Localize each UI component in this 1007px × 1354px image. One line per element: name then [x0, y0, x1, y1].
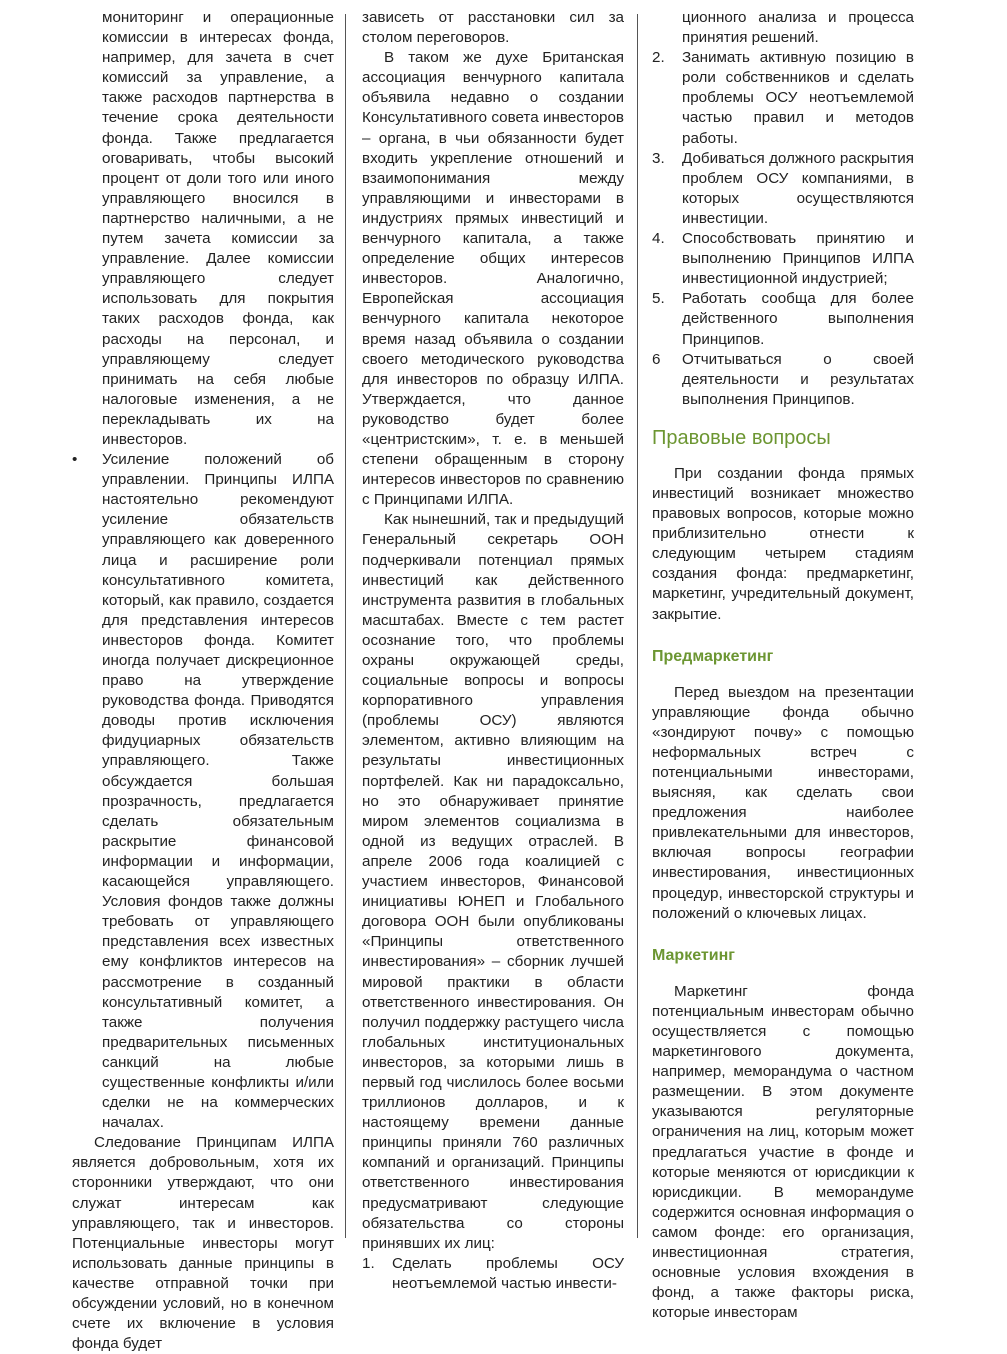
list-number: 4. [652, 230, 665, 248]
bullet-item-governance: • Усиление положений об управлении. Принципы ИЛПА настоятельно рекомендуют усиление обязательств управляющего как доверенного лица и расширение роли консультативного комитета, который, как правило, создается для представления интересов инвесторов фонда. Комитет иногда получает дискреционное право на утверждение руководства фонда. Приводятся доводы против исключения фидуциарных обязательств управляющего. Также обсуждается большая прозрачность, предлагается сделать обязательным раскрытие финансовой информации и информации, касающейся управляющего. Условия фондов также должны требовать от управляющего представления всех известных ему конфликтов интересов на рассмотрение в созданный консультативный комитет, а также получения предварительных письменных санкций на любые существенные конфликты и/или сделки не на коммерческих началах. [72, 450, 334, 1133]
list-number: 5. [652, 290, 665, 308]
list-number: 1. [362, 1254, 375, 1272]
principle-item-1-continuation: ционного анализа и процесса принятия решений. [682, 9, 914, 47]
list-text: Сделать проблемы ОСУ неотъемлемой частью инвести- [392, 1254, 624, 1292]
principles-list-continued [652, 48, 914, 410]
paragraph-un: Как нынешний, так и предыдущий Генеральный секретарь ООН подчеркивали потенциал прямых инвестиций как действенного инструмента развития в глобальных масштабах. Вместе с тем растет осознание того, что проблемы охраны окружающей среды, социальные вопросы и вопросы корпоративного управления (проблемы ОСУ) являются элементом, активно влияющим на результаты инвестиционных портфелей. Как ни парадоксально, но это обнаруживает принятие миром элементов социализма в одной из ведущих отраслей. В апреле 2006 года коалицией с участием инвесторов, Финансовой инициативы ЮНЕП и Глобального договора ООН были опубликованы «Принципы ответственного инвестирования» – сборник лучшей мировой практики в области ответственного инвестирования. Он получил поддержку растущего числа глобальных институциональных инвесторов, за которыми лишь в первый год числилось более восьми триллионов долларов, и к настоящему времени данные принципы приняли 760 различных компаний и организаций. Принципы ответственного инвестирования предусматривают следующие обязательства со стороны принявших их лиц: [362, 511, 624, 1252]
section-heading-legal: Правовые вопросы [652, 426, 831, 449]
list-text: Занимать активную позицию в роли собственников и сделать проблемы ОСУ неотъемлемой частью правил и методов работы. [682, 49, 914, 147]
list-number: 6 [652, 350, 661, 368]
principle-item-3 [652, 149, 914, 229]
paragraph-bvca: В таком же духе Британская ассоциация венчурного капитала объявила недавно о создании Консультативного совета инвесторов – органа, в чьи обязанности будет входить укрепление отношений и взаимопонимания между управляющими и инвесторами в индустриях прямых инвестиций и венчурного капитала, а также определение общих интересов инвесторов. Аналогично, Европейская ассоциация венчурного капитала некоторое время назад объявила о создании своего методического руководства для инвесторов по образцу ИЛПА. Утверждается, что данное руководство будет более «центристским», т. е. в меньшей степени обращенным в сторону интересов инвесторов по сравнению с Принципами ИЛПА. [362, 49, 624, 509]
list-text: Способствовать принятию и выполнению Принципов ИЛПА инвестиционной индустрией; [682, 230, 914, 288]
bullet-continuation: мониторинг и операционные комиссии в интересах фонда, например, для зачета в счет комиссий за управление, а также расходов партнерства в течение срока деятельности фонда. Также предлагается оговаривать, чтобы высокий процент от доли того или иного управляющего вносился в партнерство наличными, а не путем зачета комиссии за управление. Далее комиссии управляющего следует использовать для покрытия таких расходов фонда, как расходы на персонал, и управляющему следует принимать на себя любые налоговые изменения, а не перекладывать их на инвесторов. [102, 9, 334, 448]
paragraph-voluntary: Следование Принципам ИЛПА является добровольным, хотя их сторонники утверждают, что они служат интересам как управляющего, так и инвесторов. Потенциальные инвесторы могут использовать данные принципы в качестве отправной точки при обсуждении условий, но в конечном счете их включение в условия фонда будет [72, 1134, 334, 1353]
paragraph-continuation: зависеть от расстановки сил за столом переговоров. [362, 9, 624, 47]
principle-item-4 [652, 229, 914, 289]
text-column-middle [362, 8, 624, 1292]
principle-item-1 [362, 1254, 624, 1294]
bullet-list [72, 450, 334, 1133]
list-text: Работать сообща для более действенного выполнения Принципов. [682, 290, 914, 348]
subsection-heading-premarketing: Предмаркетинг [652, 647, 774, 665]
paragraph-premarketing: Перед выездом на презентации управляющие фонда обычно «зондируют почву» с помощью неформальных встреч с потенциальными инвесторами, выясняя, как сделать свои предложения наиболее привлекательными для инвесторов, включая вопросы географии инвестирования, инвестиционных процедур, инвесторской структуры и положений о ключевых лицах. [652, 683, 914, 922]
principle-item-5 [652, 289, 914, 349]
list-number: 2. [652, 49, 665, 67]
principle-item-2 [652, 48, 914, 148]
list-text: Добиваться должного раскрытия проблем ОСУ компаниями, в которых осуществляются инвестиции. [682, 149, 914, 227]
subsection-heading-marketing: Маркетинг [652, 946, 735, 964]
column-divider-left [345, 14, 346, 1238]
column-divider-right [637, 14, 638, 1238]
principle-item-6 [652, 350, 914, 410]
text-column-right [652, 8, 914, 1322]
list-text: Отчитываться о своей деятельности и результатах выполнения Принципов. [682, 350, 914, 408]
principles-list [362, 1254, 624, 1294]
paragraph-legal: При создании фонда прямых инвестиций возникает множество правовых вопросов, которые можно приблизительно отнести к следующим четырем стадиям создания фонда: предмаркетинг, маркетинг, учредительный документ, закрытие. [652, 464, 914, 623]
text-column-left [72, 8, 334, 1353]
paragraph-marketing: Маркетинг фонда потенциальным инвесторам обычно осуществляется с помощью маркетингового документа, например, меморандума о частном размещении. В этом документе указываются регуляторные ограничения на лиц, которым может предлагаться участие в фонде и которые меняются от юрисдикции к юрисдикции. В меморандуме содержится основная информация о самом фонде: его организация, инвестиционная стратегия, основные условия вхождения в фонд, а также факторы риска, которые инвесторам [652, 982, 914, 1322]
list-number: 3. [652, 149, 665, 167]
